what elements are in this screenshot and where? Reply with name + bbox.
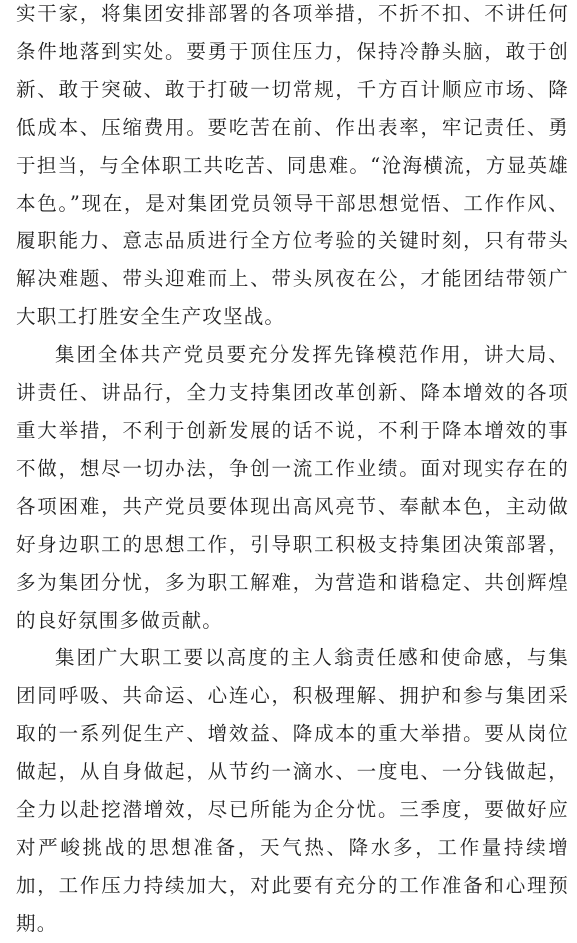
paragraph-leaders-responsibility: 实干家，将集团安排部署的各项举措，不折不扣、不讲任何条件地落到实处。要勇于顶住压力，保持冷静头脑，敢于创新、敢于突破、敢于打破一切常规，千方百计顺应市场、降低成本、压缩费用。要吃苦在前、作出表率，牢记责任、勇于担当，与全体职工共吃苦、同患难。“沧海横流，方显英雄本色。”现在，是对集团党员领导干部思想觉悟、工作作风、履职能力、意志品质进行全方位考验的关键时刻，只有带头解决难题、带头迎难而上、带头夙夜在公，才能团结带领广大职工打胜安全生产攻坚战。 [16,2,569,329]
paragraph-employees: 集团广大职工要以高度的主人翁责任感和使命感，与集团同呼吸、共命运、心连心，积极理解、拥护和参与集团采取的一系列促生产、增效益、降成本的重大举措。要从岗位做起，从自身做起，从节约一滴水、一度电、一分钱做起，全力以赴挖潜增效，尽已所能为企分忧。三季度，要做好应对严峻挑战的思想准备，天气热、降水多，工作量持续增加，工作压力持续加大，对此要有充分的工作准备和心理预期。 [16,646,569,935]
paragraph-party-members: 集团全体共产党员要充分发挥先锋模范作用，讲大局、讲责任、讲品行，全力支持集团改革创新、降本增效的各项重大举措，不利于创新发展的话不说，不利于降本增效的事不做，想尽一切办法，争创一流工作业绩。面对现实存在的各项困难，共产党员要体现出高风亮节、奉献本色，主动做好身边职工的思想工作，引导职工积极支持集团决策部署，多为集团分忧，多为职工解难，为营造和谐稳定、共创辉煌的良好氛围多做贡献。 [16,343,569,632]
